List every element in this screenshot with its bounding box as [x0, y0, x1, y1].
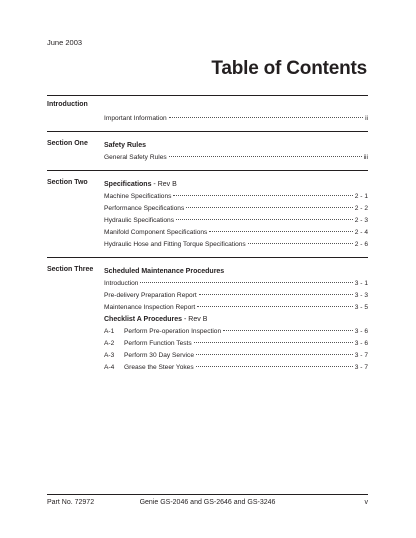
toc-entry-leader [196, 366, 353, 367]
document-date: June 2003 [47, 38, 83, 47]
toc-entry-label [104, 191, 171, 203]
section-entries [104, 179, 368, 251]
toc-entry-leader [186, 207, 353, 208]
toc-entry-leader [169, 117, 363, 118]
group-heading-title: Safety Rules [104, 142, 147, 149]
toc-entry-page: 3 - 6 [354, 328, 368, 335]
toc-entry-page: 2 - 2 [354, 205, 368, 212]
toc-entry[interactable] [104, 350, 368, 362]
bottom-divider [47, 494, 368, 495]
section-name: Introduction [47, 101, 88, 108]
toc-entry-label [104, 239, 246, 251]
top-divider [47, 95, 368, 96]
group-heading-revision: - Rev B [182, 316, 208, 323]
toc-entry[interactable] [104, 191, 368, 203]
toc-section [47, 266, 368, 380]
toc-entry-label [104, 290, 197, 302]
toc-entry-text: Hydraulic Specifications [104, 217, 174, 224]
toc-entry[interactable] [104, 203, 368, 215]
toc-entry[interactable] [104, 338, 368, 350]
toc-entry-page: iii [363, 154, 368, 161]
section-entries [104, 266, 368, 374]
toc-entry-page: 2 - 6 [354, 241, 368, 248]
toc-entry[interactable] [104, 278, 368, 290]
toc-entry-page: 2 - 3 [354, 217, 368, 224]
toc-entry-label [104, 227, 207, 239]
toc-entry[interactable] [104, 152, 368, 164]
toc-entry-text: Maintenance Inspection Report [104, 304, 196, 311]
toc-entry[interactable] [104, 215, 368, 227]
toc-entry-text: Perform 30 Day Service [124, 352, 194, 359]
toc-entry[interactable] [104, 113, 368, 125]
toc-entry-page: 3 - 5 [354, 304, 368, 311]
toc-entry-page: 3 - 7 [354, 364, 368, 371]
toc-entry-text: Hydraulic Hose and Fitting Torque Specifications [104, 241, 246, 248]
toc-entry-label [104, 326, 221, 338]
toc-entry[interactable] [104, 326, 368, 338]
toc-entry[interactable] [104, 362, 368, 374]
toc-entry-leader [209, 231, 352, 232]
toc-entry-page: 3 - 7 [354, 352, 368, 359]
footer-model: Genie GS-2046 and GS-2646 and GS-3246 [139, 499, 276, 506]
group-heading [104, 314, 368, 326]
toc-entry-label [104, 350, 194, 362]
toc-entry-page: 3 - 3 [354, 292, 368, 299]
toc-entry-text: Grease the Steer Yokes [124, 364, 194, 371]
toc-entry[interactable] [104, 302, 368, 314]
section-name: Section One [47, 140, 88, 147]
toc-entry-text: Perform Function Tests [124, 340, 192, 347]
group-heading-title: Specifications [104, 181, 152, 188]
toc-entry-text: Pre-delivery Preparation Report [104, 292, 197, 299]
toc-entry-leader [197, 306, 353, 307]
toc-entry-leader [248, 243, 353, 244]
section-name: Section Three [47, 266, 94, 273]
toc-entry-leader [140, 282, 352, 283]
toc-entry-text: Manifold Component Specifications [104, 229, 208, 236]
page-title: Table of Contents [211, 58, 367, 79]
toc-entry-text: General Safety Rules [104, 154, 167, 161]
toc-entry-leader [176, 219, 353, 220]
toc-entry-label [104, 362, 194, 374]
toc-entry-label [104, 215, 174, 227]
group-spacer [104, 101, 368, 113]
toc-section [47, 140, 368, 171]
group-heading [104, 140, 368, 152]
toc-entry-label [104, 152, 167, 164]
toc-entry-page: ii [365, 115, 368, 122]
section-name: Section Two [47, 179, 88, 186]
toc-entry[interactable] [104, 239, 368, 251]
toc-entry-page: 3 - 1 [354, 280, 368, 287]
group-heading-title: Checklist A Procedures [104, 316, 183, 323]
toc-entry-code: A-1 [104, 328, 115, 335]
group-heading-revision: - Rev B [151, 181, 177, 188]
section-entries [104, 140, 368, 164]
toc-entry-code: A-3 [104, 352, 115, 359]
footer-page-number: v [364, 499, 368, 506]
toc-entry-leader [169, 156, 362, 157]
toc-entry-leader [173, 195, 352, 196]
toc-entry-leader [223, 330, 353, 331]
toc-entry-label [104, 113, 167, 125]
toc-entry[interactable] [104, 290, 368, 302]
toc-entry-text: Machine Specifications [104, 193, 172, 200]
toc-sections [47, 101, 368, 388]
toc-entry-page: 2 - 1 [354, 193, 368, 200]
toc-entry-code: A-2 [104, 340, 115, 347]
toc-section [47, 101, 368, 132]
footer [47, 499, 368, 506]
toc-entry-text: Performance Specifications [104, 205, 185, 212]
group-heading [104, 266, 368, 278]
footer-part-number: Part No. 72972 [47, 499, 95, 506]
section-entries [104, 101, 368, 125]
toc-entry-text: Important Information [104, 115, 167, 122]
toc-entry-label [104, 278, 138, 290]
toc-entry-page: 2 - 4 [354, 229, 368, 236]
toc-entry-text: Perform Pre-operation Inspection [124, 328, 222, 335]
toc-entry-label [104, 302, 195, 314]
toc-entry-leader [196, 354, 353, 355]
toc-entry[interactable] [104, 227, 368, 239]
group-heading [104, 179, 368, 191]
toc-entry-label [104, 203, 184, 215]
toc-entry-leader [199, 294, 353, 295]
toc-entry-leader [194, 342, 353, 343]
toc-section [47, 179, 368, 258]
group-heading-title: Scheduled Maintenance Procedures [104, 268, 225, 275]
toc-entry-page: 3 - 6 [354, 340, 368, 347]
toc-entry-code: A-4 [104, 364, 115, 371]
toc-entry-label [104, 338, 192, 350]
toc-entry-text: Introduction [104, 280, 139, 287]
